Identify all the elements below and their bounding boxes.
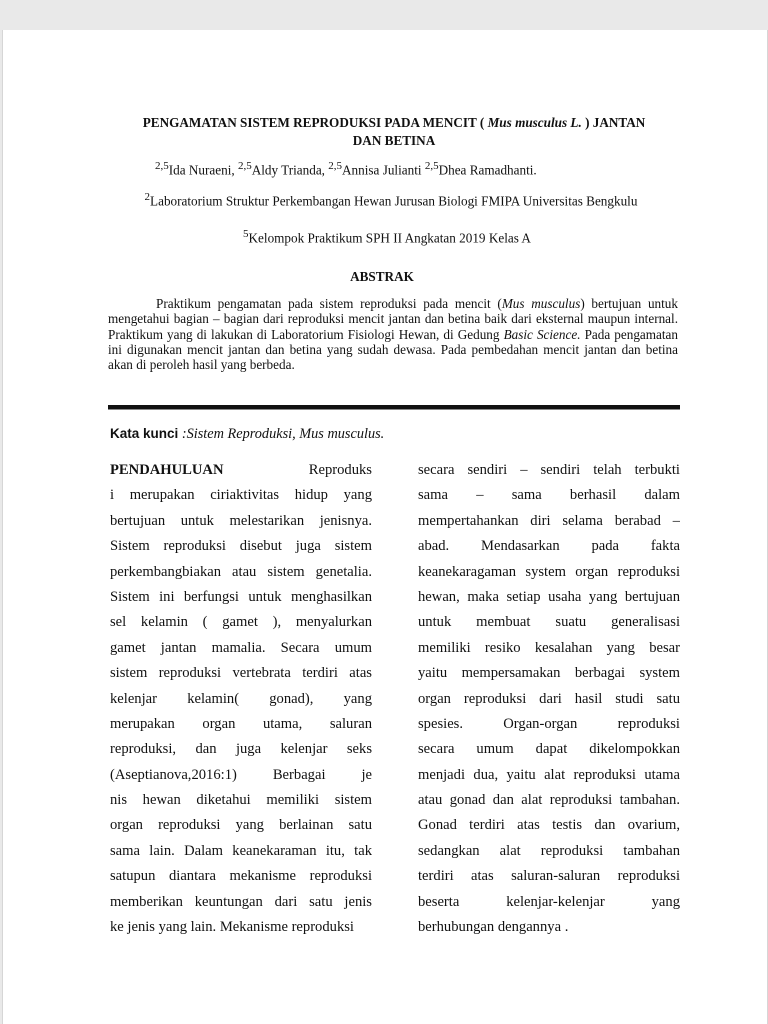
author-sup: 2,5 <box>155 160 169 172</box>
group-sup: 5 <box>243 228 249 240</box>
title-line-2: DAN BETINA <box>352 133 436 148</box>
abstract-text: Praktikum pengamatan pada sistem reproduksi pada mencit ( <box>156 296 502 311</box>
body-text-line: sel kelamin ( gamet ), menyalurkan <box>110 614 372 631</box>
abstract-text: ) bertujuan untuk mengetahui bagian – bagian dari reproduksi mencit jantan dan betina baik dari eksternal maupun internal. Praktikum yang di lakukan di Laboratorium Fisiologi Hewan, di Gedung <box>108 296 678 342</box>
body-text-line: sama – sama berhasil dalam <box>418 487 680 504</box>
body-text-line: Sistem reproduksi disebut juga sistem <box>110 538 372 555</box>
body-text-line: mempertahankan diri selama berabad – <box>418 512 680 529</box>
keywords <box>110 426 384 443</box>
body-text-line: organ reproduksi dari hasil studi satu <box>418 690 680 707</box>
abstract-text: Pada pengamatan ini digunakan mencit jantan dan betina yang sudah dewasa. Pada pembedahan mencit jantan dan betina akan di peroleh hasil yang berbeda. <box>108 326 678 373</box>
title-text-2: ) JANTAN <box>581 115 646 130</box>
body-text-line: atau gonad dan alat reproduksi tambahan. <box>418 792 680 809</box>
author-sup: 2,5 <box>237 160 252 172</box>
keywords-label: Kata kunci <box>110 426 179 441</box>
title-text-1: PENGAMATAN SISTEM REPRODUKSI PADA MENCIT ( <box>142 115 488 130</box>
body-text-line: secara umum dapat dikelompokkan <box>418 741 680 758</box>
affiliation-text: Laboratorium Struktur Perkembangan Hewan Jurusan Biologi FMIPA Universitas Bengkulu <box>150 193 638 209</box>
group-text: Kelompok Praktikum SPH II Angkatan 2019 Kelas A <box>248 230 531 246</box>
abstract-italic: Mus musculus <box>501 296 581 311</box>
section-divider <box>108 405 680 410</box>
group-info <box>0 228 764 246</box>
body-text-line: secara sendiri – sendiri telah terbukti <box>418 462 680 478</box>
body-text-line: memberikan keuntungan dari satu jenis <box>110 893 372 910</box>
body-text-line: sedangkan alat reproduksi tambahan <box>418 842 680 859</box>
body-text-line: ke jenis yang lain. Mekanisme reproduksi <box>110 919 354 936</box>
body-text-line: menjadi dua, yaitu alat reproduksi utama <box>418 766 680 783</box>
body-text-line: bertujuan untuk melestarikan jenisnya. <box>110 512 372 529</box>
section-heading: PENDAHULUAN <box>110 462 224 478</box>
author-sup: 2,5 <box>424 160 439 172</box>
body-text-line: sistem reproduksi vertebrata terdiri atas <box>110 665 372 682</box>
body-text-line: organ reproduksi yang berlainan satu <box>110 817 372 834</box>
body-text-line: nis hewan diketahui memiliki sistem <box>110 792 372 809</box>
author-name: Aldy Trianda, <box>251 162 329 178</box>
body-text-line: satupun diantara mekanisme reproduksi <box>110 868 372 885</box>
author-list <box>155 160 537 178</box>
affiliation-sup: 2 <box>144 191 151 203</box>
author-name: Ida Nuraeni, <box>168 162 238 178</box>
body-text-line <box>110 458 372 483</box>
body-text-line: untuk membuat suatu generalisasi <box>418 614 680 631</box>
body-text-line: spesies. Organ-organ reproduksi <box>418 715 680 732</box>
right-column <box>418 458 680 940</box>
body-text-line: i merupakan ciriaktivitas hidup yang <box>110 487 372 504</box>
body-text-line: hewan, maka setiap usaha yang bertujuan <box>418 588 680 605</box>
affiliation <box>0 191 764 209</box>
abstract-body <box>108 296 678 372</box>
body-text-line: abad. Mendasarkan pada fakta <box>418 538 680 555</box>
body-text-line: keanekaragaman system organ reproduksi <box>418 563 680 580</box>
paper-title <box>110 114 678 150</box>
abstract-heading: ABSTRAK <box>350 269 414 284</box>
abstract-italic: Basic Science. <box>503 326 581 342</box>
body-text-line: terdiri atas saluran-saluran reproduksi <box>418 868 680 885</box>
body-text-line: perkembangbiakan atau sistem genetalia. <box>110 563 372 580</box>
body-text-line: gamet jantan mamalia. Secara umum <box>110 639 372 656</box>
body-text-line: berhubungan dengannya . <box>418 919 569 936</box>
author-name: Annisa Julianti <box>342 162 425 178</box>
body-text-line: beserta kelenjar-kelenjar yang <box>418 893 680 910</box>
body-text-line: (Aseptianova,2016:1) Berbagai je <box>110 766 372 783</box>
author-name: Dhea Ramadhanti. <box>438 162 537 178</box>
keywords-value: :Sistem Reproduksi, Mus musculus. <box>178 426 385 442</box>
body-text-line: Sistem ini berfungsi untuk menghasilkan <box>110 588 372 605</box>
body-text-line: reproduksi, dan juga kelenjar seks <box>110 741 372 758</box>
body-text-line: memiliki resiko kesalahan yang besar <box>418 639 680 656</box>
left-column <box>110 458 372 940</box>
author-sup: 2,5 <box>328 160 343 172</box>
body-text-line: merupakan organ utama, saluran <box>110 715 372 732</box>
body-text-line: kelenjar kelamin( gonad), yang <box>110 690 372 707</box>
title-species: Mus musculus L. <box>487 115 582 130</box>
body-text: Reproduks <box>308 462 372 478</box>
body-text-line: sama lain. Dalam keanekaraman itu, tak <box>110 842 372 859</box>
body-text-line: Gonad terdiri atas testis dan ovarium, <box>418 817 680 834</box>
body-text-line: yaitu mempersamakan berbagai system <box>418 665 680 682</box>
